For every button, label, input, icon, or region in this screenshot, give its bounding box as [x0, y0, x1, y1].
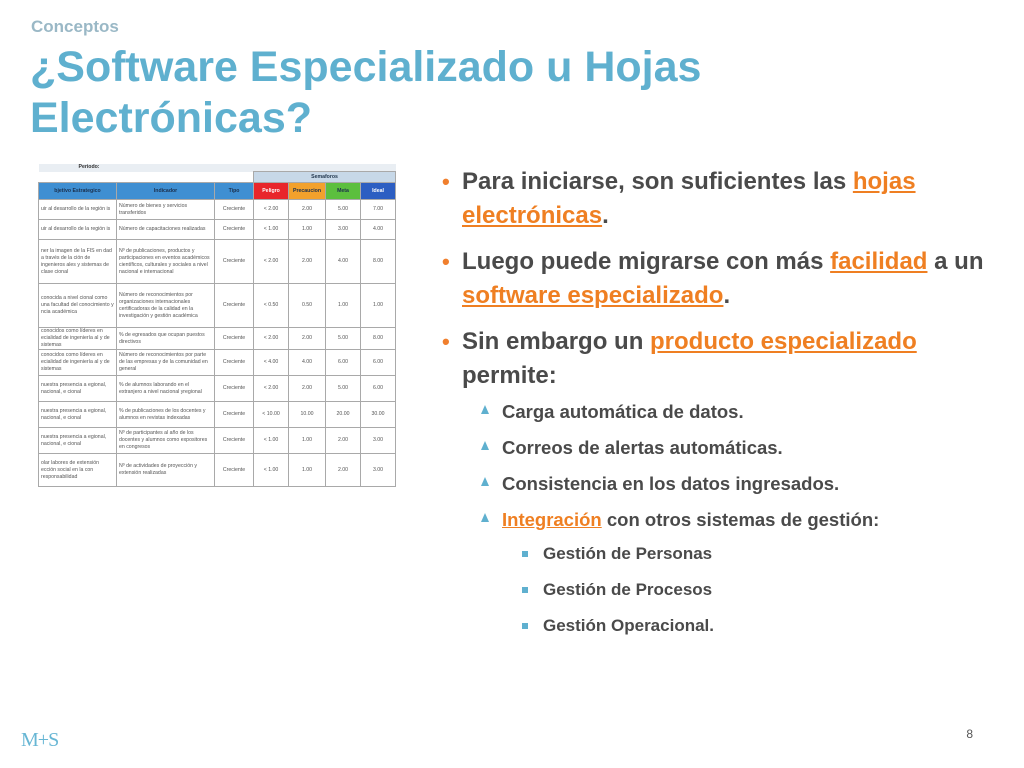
table-cell: 1.00	[289, 428, 326, 454]
table-cell: < 4.00	[254, 350, 289, 376]
table-cell: nuestra presencia a egional, nacional, e cional	[39, 376, 117, 402]
table-row	[39, 376, 396, 402]
section-label: Conceptos	[31, 17, 119, 36]
col-header: bjetivo Estrategico	[39, 183, 117, 200]
col-header: Ideal	[361, 183, 396, 200]
table-cell: 4.00	[289, 350, 326, 376]
table-cell: < 2.00	[254, 376, 289, 402]
table-cell: Nº de publicaciones, productos y participaciones en eventos académicos científicos, culturales y sociales a nivel nacional e internacional	[117, 240, 215, 284]
table-cell: olar labores de extensión ección social en la con responsabilidad	[39, 454, 117, 487]
bullet-item: • Para iniciarse, son suficientes las hojas electrónicas.	[442, 165, 1012, 233]
triangle-bullet-icon	[481, 441, 489, 450]
link-facilidad[interactable]: facilidad	[830, 248, 928, 275]
table-cell: < 2.00	[254, 200, 289, 220]
col-header: Indicador	[117, 183, 215, 200]
table-cell: 8.00	[361, 240, 396, 284]
table-cell: < 1.00	[254, 428, 289, 454]
page-number: 8	[966, 727, 973, 741]
table-cell: Creciente	[215, 402, 254, 428]
sub-sub-bullet-item: Gestión de Personas	[442, 543, 1012, 564]
table-cell: < 10.00	[254, 402, 289, 428]
table-cell: 1.00	[289, 220, 326, 240]
table-cell: 1.00	[361, 284, 396, 328]
table-row	[39, 284, 396, 328]
table-cell: nuestra presencia a egional, nacional, e cional	[39, 428, 117, 454]
square-bullet-icon	[522, 587, 528, 593]
table-cell: 8.00	[361, 328, 396, 350]
table-cell: 0.50	[289, 284, 326, 328]
table-cell: Número de capacitaciones realizadas	[117, 220, 215, 240]
bullet-item: • Luego puede migrarse con más facilidad a un software especializado.	[442, 245, 1012, 313]
table-row	[39, 328, 396, 350]
bullet-dot-icon: •	[442, 329, 450, 354]
table-cell: 2.00	[326, 454, 361, 487]
table-cell: % de publicaciones de los docentes y alumnos en revistas indexadas	[117, 402, 215, 428]
table-cell: 5.00	[326, 200, 361, 220]
table-cell: Creciente	[215, 240, 254, 284]
link-hojas-electronicas[interactable]: hojas electrónicas	[462, 168, 916, 229]
table-cell: Número de reconocimientos por organizaciones internacionales certificadoras de la calidad en la investigación y gestión académica	[117, 284, 215, 328]
table-cell: uir al desarrollo de la región is	[39, 220, 117, 240]
table-cell: Número de bienes y servicios transferidos	[117, 200, 215, 220]
table-cell: 3.00	[361, 454, 396, 487]
table-cell: 1.00	[326, 284, 361, 328]
sub-sub-bullet-item: Gestión de Procesos	[442, 579, 1012, 600]
table-cell: Número de reconocimientos por parte de las empresas y de la comunidad en general	[117, 350, 215, 376]
table-cell: Creciente	[215, 350, 254, 376]
table-cell: 7.00	[361, 200, 396, 220]
table-cell: 2.00	[289, 376, 326, 402]
table-cell: Creciente	[215, 376, 254, 402]
indicator-table	[38, 164, 396, 487]
table-cell: % de alumnos laborando en el extranjero a nivel nacional yregional	[117, 376, 215, 402]
link-integracion[interactable]: Integración	[502, 509, 602, 530]
col-header: Peligro	[254, 183, 289, 200]
link-software-especializado[interactable]: software especializado	[462, 282, 724, 309]
table-cell: < 1.00	[254, 220, 289, 240]
table-cell: 6.00	[326, 350, 361, 376]
table-cell: 6.00	[361, 350, 396, 376]
table-row	[39, 220, 396, 240]
link-producto-especializado[interactable]: producto especializado	[650, 328, 917, 355]
period-label: Periodo:	[39, 164, 215, 172]
sub-bullet-item: Consistencia en los datos ingresados.	[442, 473, 1012, 495]
table-cell: 3.00	[326, 220, 361, 240]
bullet-dot-icon: •	[442, 249, 450, 274]
table-cell: 2.00	[289, 328, 326, 350]
square-bullet-icon	[522, 623, 528, 629]
semaforos-header: Semaforos	[254, 172, 396, 183]
table-cell: 3.00	[361, 428, 396, 454]
table-cell: 5.00	[326, 376, 361, 402]
triangle-bullet-icon	[481, 405, 489, 414]
triangle-bullet-icon	[481, 477, 489, 486]
bullet-item: • Sin embargo un producto especializado permite:	[442, 325, 1012, 393]
table-cell: 30.00	[361, 402, 396, 428]
bullet-list	[442, 165, 1012, 651]
table-cell: < 2.00	[254, 240, 289, 284]
table-cell: Creciente	[215, 220, 254, 240]
table-cell: Nº de participantes al año de los docentes y alumnos como expositores en congresos	[117, 428, 215, 454]
table-cell: Creciente	[215, 428, 254, 454]
table-cell: nuestra presencia a egional, nacional, e cional	[39, 402, 117, 428]
table-cell: Creciente	[215, 284, 254, 328]
table-cell: < 1.00	[254, 454, 289, 487]
table-row	[39, 454, 396, 487]
table-row	[39, 402, 396, 428]
table-row	[39, 350, 396, 376]
table-cell: Creciente	[215, 454, 254, 487]
col-header: Precaucion	[289, 183, 326, 200]
table-cell: 20.00	[326, 402, 361, 428]
col-header: Meta	[326, 183, 361, 200]
sub-bullet-item: Correos de alertas automáticas.	[442, 437, 1012, 459]
brand-logo: M+S	[21, 729, 59, 751]
table-cell: conocida a nivel cional como una facultad del conocimiento y ncia académica	[39, 284, 117, 328]
sub-bullet-item: Carga automática de datos.	[442, 401, 1012, 423]
table-cell: uir al desarrollo de la región is	[39, 200, 117, 220]
sub-sub-bullet-item: Gestión Operacional.	[442, 615, 1012, 636]
table-cell: 2.00	[326, 428, 361, 454]
square-bullet-icon	[522, 551, 528, 557]
table-cell: Creciente	[215, 200, 254, 220]
table-cell: 4.00	[326, 240, 361, 284]
table-cell: ner la imagen de la FIS en dad a través de la ción de ingenieros ales y sistemas de clase cional	[39, 240, 117, 284]
table-cell: 6.00	[361, 376, 396, 402]
table-row	[39, 428, 396, 454]
triangle-bullet-icon	[481, 513, 489, 522]
indicator-table-image	[38, 164, 395, 480]
table-cell: conocidos como líderes en ecialidad de ingeniería al y de sistemas	[39, 350, 117, 376]
table-cell: % de egresados que ocupan puestos directivos	[117, 328, 215, 350]
table-cell: 2.00	[289, 200, 326, 220]
sub-bullet-item: Integración con otros sistemas de gestión:	[442, 509, 1012, 531]
table-cell: Nº de actividades de proyección y extensión realizadas	[117, 454, 215, 487]
table-cell: conocidos como líderes en ecialidad de ingeniería al y de sistemas	[39, 328, 117, 350]
table-cell: 1.00	[289, 454, 326, 487]
table-cell: 10.00	[289, 402, 326, 428]
table-row	[39, 240, 396, 284]
table-row	[39, 200, 396, 220]
table-cell: 4.00	[361, 220, 396, 240]
bullet-dot-icon: •	[442, 169, 450, 194]
slide-title: ¿Software Especializado u Hojas Electrónicas?	[30, 43, 702, 142]
table-cell: < 0.50	[254, 284, 289, 328]
table-cell: 5.00	[326, 328, 361, 350]
col-header: Tipo	[215, 183, 254, 200]
table-cell: < 2.00	[254, 328, 289, 350]
table-cell: 2.00	[289, 240, 326, 284]
table-cell: Creciente	[215, 328, 254, 350]
